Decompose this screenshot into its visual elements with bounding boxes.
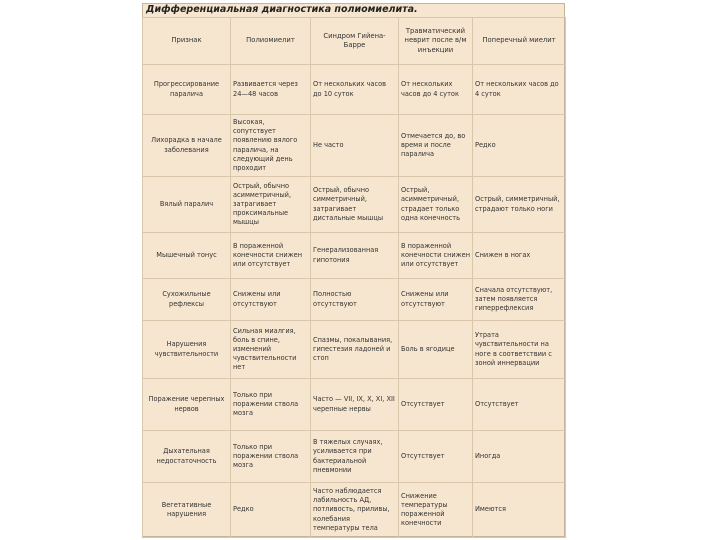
- table-cell: Сначала отсутствуют, затем появляется гиперрефлексия: [473, 279, 566, 321]
- table-cell: Имеются: [473, 483, 566, 538]
- table-cell: Отсутствует: [399, 379, 473, 431]
- table-row: [143, 279, 566, 321]
- table-row: [143, 431, 566, 483]
- row-label: Нарушения чувствительности: [143, 321, 231, 379]
- table-cell: Отсутствует: [473, 379, 566, 431]
- table-cell: Боль в ягодице: [399, 321, 473, 379]
- table-cell: Отсутствует: [399, 431, 473, 483]
- table-cell: Острый, обычно симметричный, затрагивает дистальные мышцы: [311, 177, 399, 233]
- table-cell: Часто — VII, IX, X, XI, XII черепные нервы: [311, 379, 399, 431]
- table-cell: В пораженной конечности снижен или отсутствует: [399, 233, 473, 279]
- row-label: Вялый паралич: [143, 177, 231, 233]
- table-cell: Только при поражении ствола мозга: [231, 431, 311, 483]
- table-row: [143, 177, 566, 233]
- table-row: [143, 483, 566, 538]
- table-row: [143, 115, 566, 177]
- table-cell: Утрата чувствительности на ноге в соответствии с зоной иннервации: [473, 321, 566, 379]
- table-cell: Генерализованная гипотония: [311, 233, 399, 279]
- table-cell: Снижен в ногах: [473, 233, 566, 279]
- table-cell: Иногда: [473, 431, 566, 483]
- table-cell: Снижение температуры пораженной конечности: [399, 483, 473, 538]
- table-cell: От нескольких часов до 10 суток: [311, 65, 399, 115]
- row-label: Вегетативные нарушения: [143, 483, 231, 538]
- table-header-row: [143, 18, 566, 65]
- table-cell: От нескольких часов до 4 суток: [473, 65, 566, 115]
- table-row: [143, 233, 566, 279]
- row-label: Поражение черепных нервов: [143, 379, 231, 431]
- table-cell: В тяжелых случаях, усиливается при бактериальной пневмонии: [311, 431, 399, 483]
- table-cell: Часто наблюдается лабильность АД, потливость, приливы, колебания температуры тела: [311, 483, 399, 538]
- table-cell: Только при поражении ствола мозга: [231, 379, 311, 431]
- diagnosis-table: [142, 17, 566, 538]
- table-cell: Редко: [473, 115, 566, 177]
- row-label: Лихорадка в начале заболевания: [143, 115, 231, 177]
- table-cell: Острый, обычно асимметричный, затрагивает проксимальные мышцы: [231, 177, 311, 233]
- header-cell: Полиомиелит: [231, 18, 311, 65]
- table-cell: В пораженной конечности снижен или отсутствует: [231, 233, 311, 279]
- row-label: Сухожильные рефлексы: [143, 279, 231, 321]
- table-cell: Снижены или отсутствуют: [399, 279, 473, 321]
- row-label: Прогрессирование паралича: [143, 65, 231, 115]
- table-cell: Развивается через 24—48 часов: [231, 65, 311, 115]
- header-cell: Поперечный миелит: [473, 18, 566, 65]
- document-title: Дифференциальная диагностика полиомиелита.: [146, 4, 418, 15]
- table-cell: Снижены или отсутствуют: [231, 279, 311, 321]
- table-cell: Сильная миалгия, боль в спине, изменений чувствительности нет: [231, 321, 311, 379]
- table-cell: Спазмы, покалывания, гипестезия ладоней и стоп: [311, 321, 399, 379]
- table-row: [143, 321, 566, 379]
- table-cell: Острый, симметричный, страдают только ноги: [473, 177, 566, 233]
- row-label: Мышечный тонус: [143, 233, 231, 279]
- table-row: [143, 379, 566, 431]
- table-row: [143, 65, 566, 115]
- table-cell: Не часто: [311, 115, 399, 177]
- table-cell: Острый, асимметричный, страдает только одна конечность: [399, 177, 473, 233]
- row-label: Дыхательная недостаточность: [143, 431, 231, 483]
- table-cell: Отмечается до, во время и после паралича: [399, 115, 473, 177]
- table-cell: Редко: [231, 483, 311, 538]
- table-cell: Высокая, сопутствует появлению вялого паралича, на следующий день проходит: [231, 115, 311, 177]
- header-cell: Признак: [143, 18, 231, 65]
- table-cell: От нескольких часов до 4 суток: [399, 65, 473, 115]
- table-cell: Полностью отсутствуют: [311, 279, 399, 321]
- header-cell: Синдром Гийена-Барре: [311, 18, 399, 65]
- header-cell: Травматический неврит после в/м инъекции: [399, 18, 473, 65]
